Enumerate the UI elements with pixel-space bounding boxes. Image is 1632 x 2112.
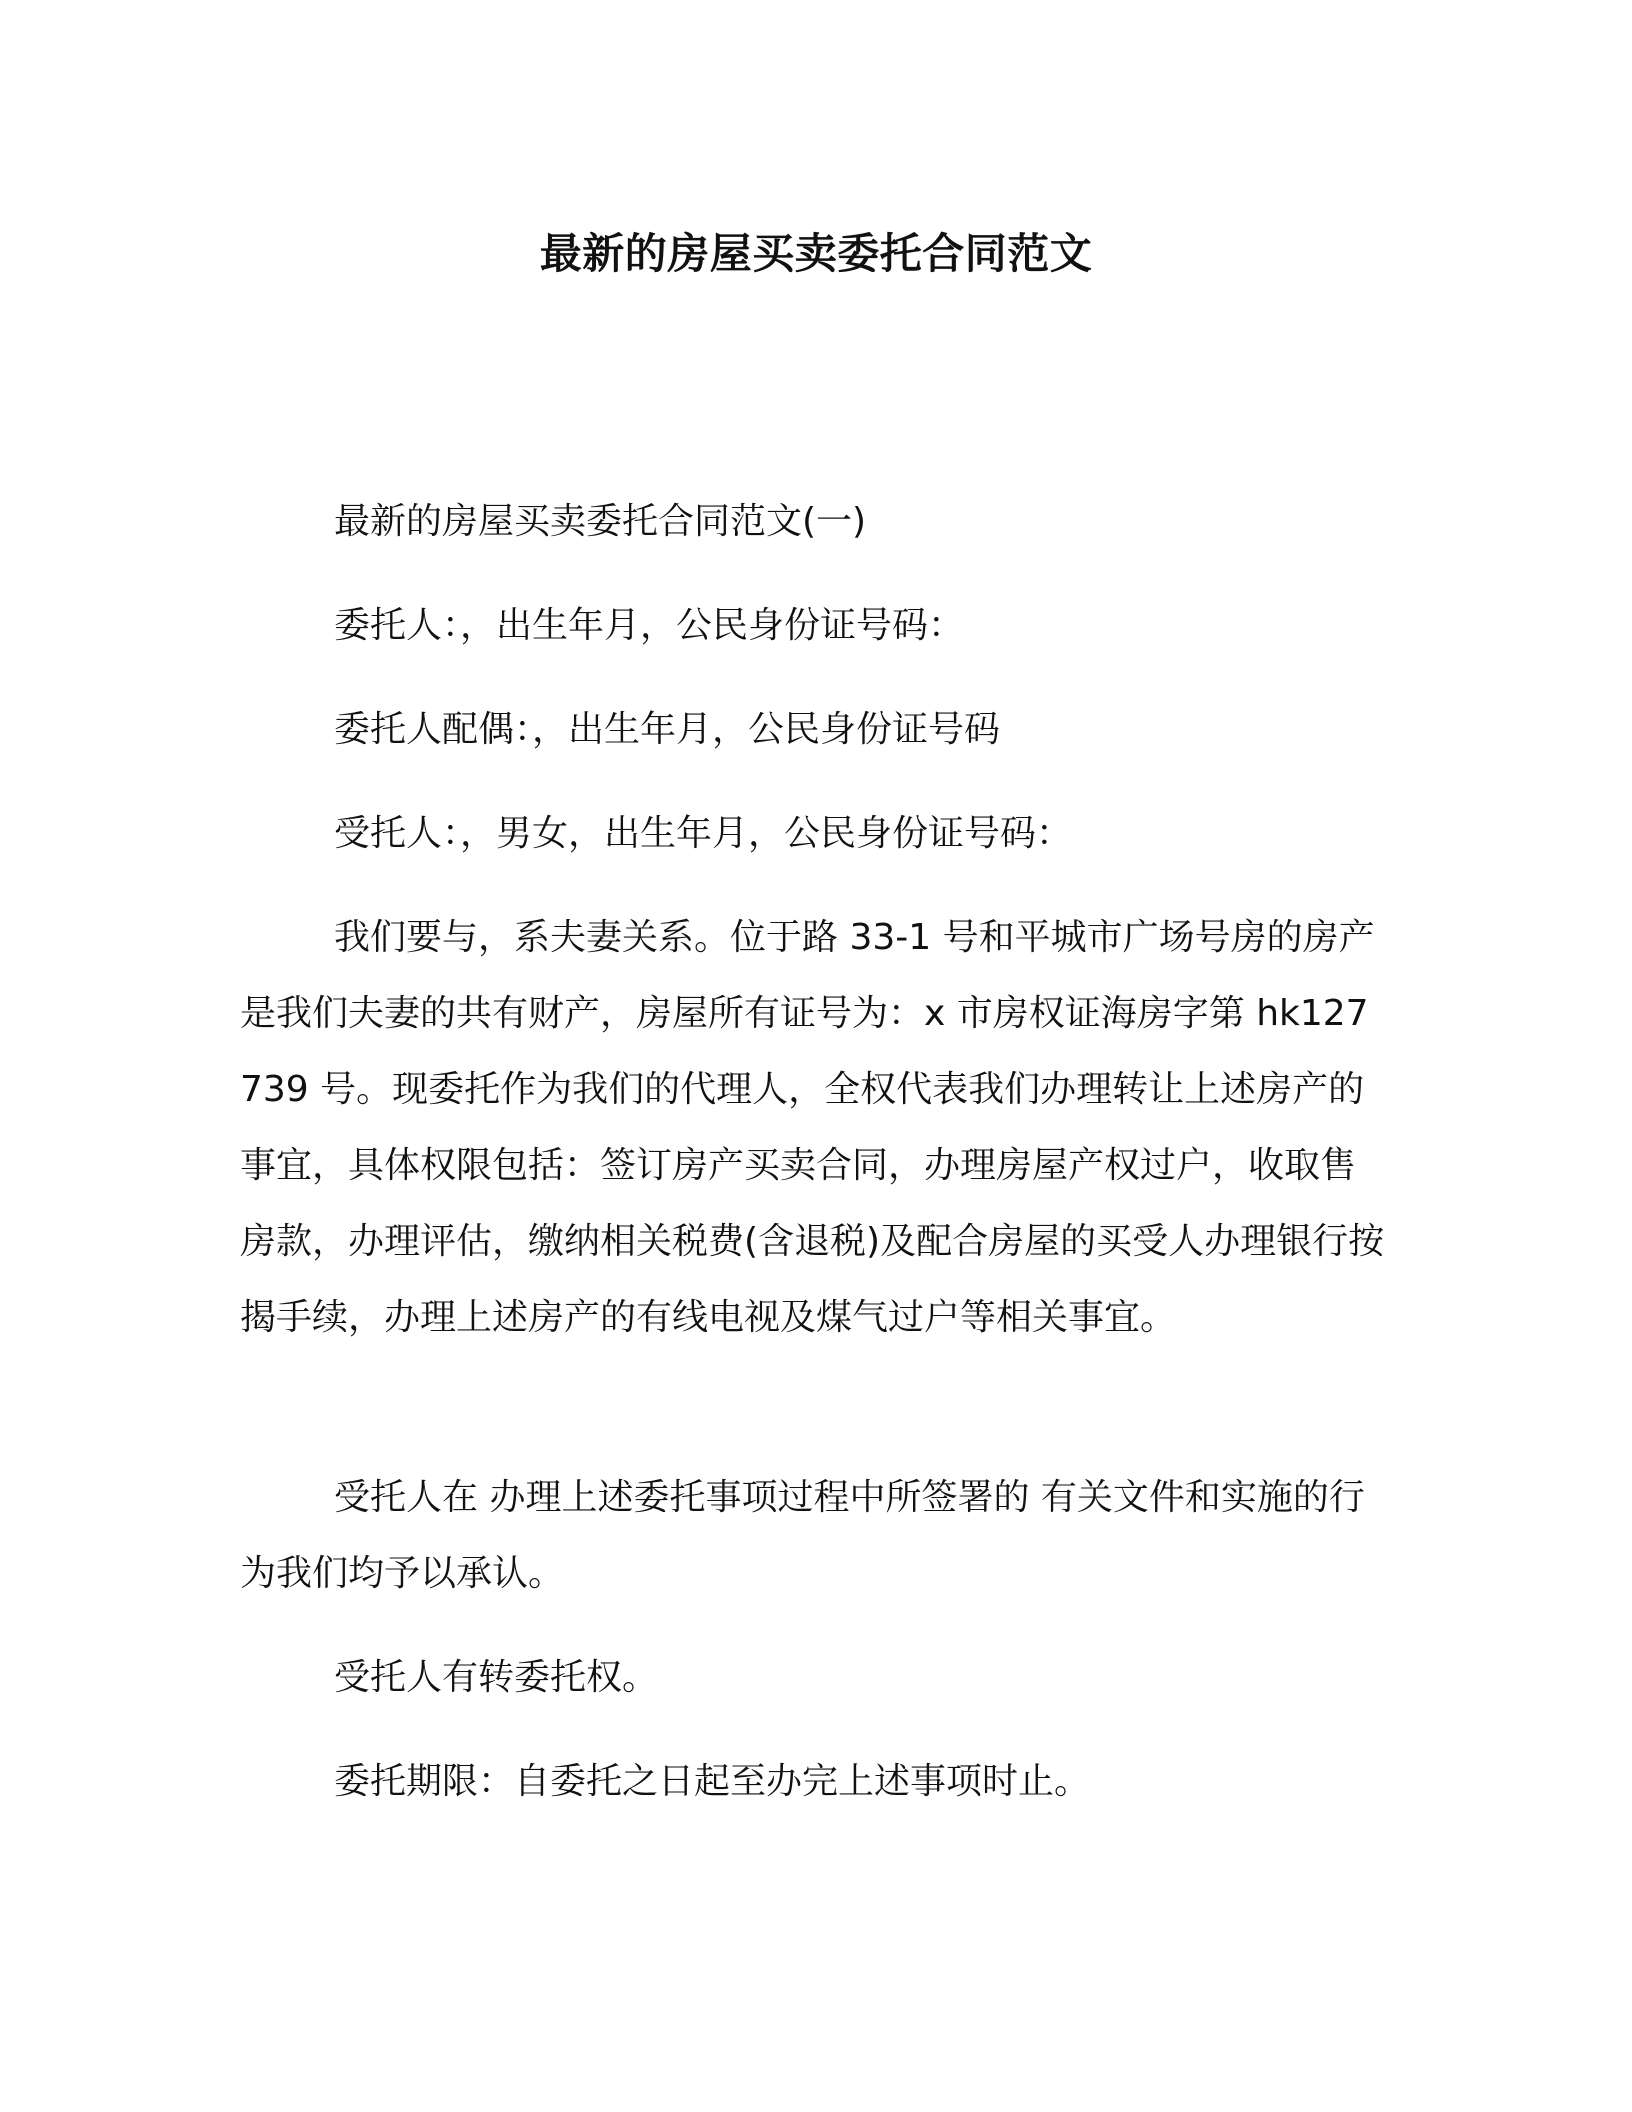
paragraph-agent: 受托人：，男女，出生年月，公民身份证号码： bbox=[334, 813, 1073, 854]
paragraph-authorization: 我们要与，系夫妻关系。位于路 33-1 号和平城市广场号房的房产是我们夫妻的共有财产，房屋所有证号为：x 市房权证海房字第 hk127739 号。现委托作为我们的代理人，全权代表我们办理转让上述房产的事宜，具体权限包括：签订房产买卖合同，办理房屋产权过户，收取售房款，办理评估，缴纳相关税费(含退税)及配合房屋的买受人办理银行按揭手续，办理上述房产的有线电视及煤气过户等相关事宜。 bbox=[240, 917, 1385, 1338]
paragraph-principal-spouse: 委托人配偶：，出生年月，公民身份证号码 bbox=[334, 709, 1001, 750]
paragraph-sub-delegation: 受托人有转委托权。 bbox=[334, 1657, 659, 1698]
document-title: 最新的房屋买卖委托合同范文 bbox=[539, 229, 1093, 278]
paragraph-principal: 委托人：，出生年月，公民身份证号码： bbox=[334, 605, 965, 646]
section-heading: 最新的房屋买卖委托合同范文(一) bbox=[334, 501, 867, 542]
paragraph-term: 委托期限：自委托之日起至办完上述事项时止。 bbox=[334, 1761, 1091, 1802]
paragraph-acknowledgement: 受托人在 办理上述委托事项过程中所签署的 有关文件和实施的行为我们均予以承认。 bbox=[240, 1477, 1365, 1594]
